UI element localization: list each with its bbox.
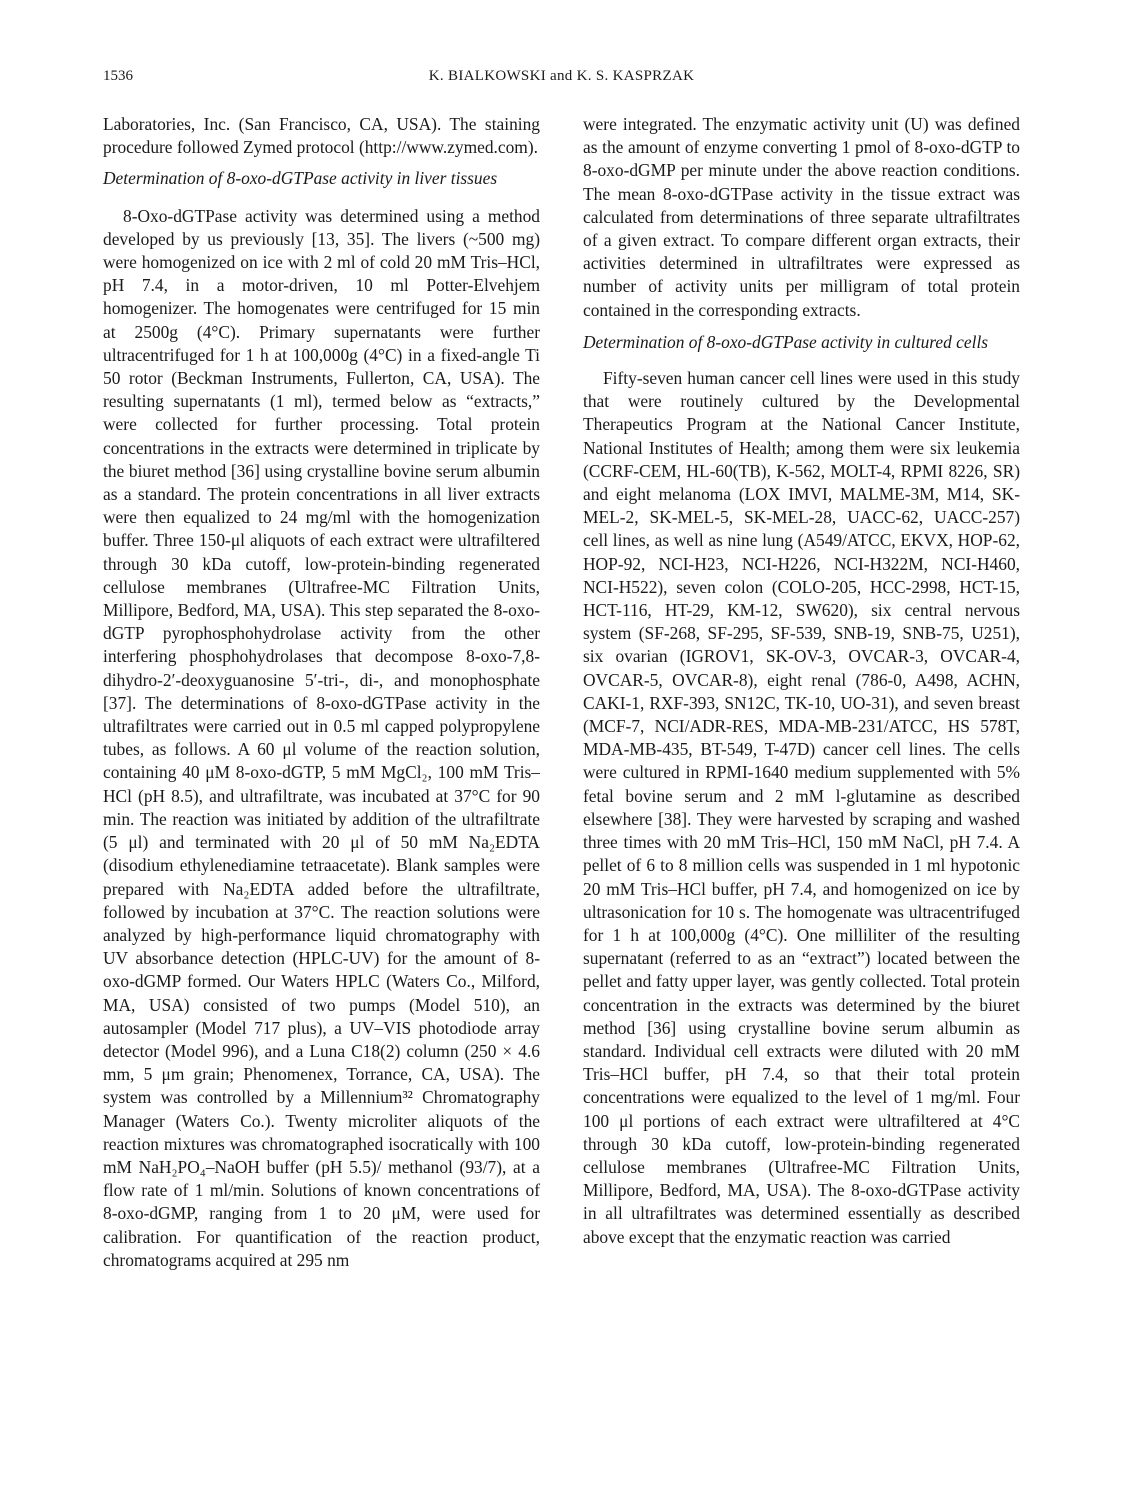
left-continuation-paragraph: Laboratories, Inc. (San Francisco, CA, USA). The staining procedure followed Zymed protocol (http://www.zymed.com).	[103, 114, 540, 158]
page-number: 1536	[103, 68, 133, 84]
section-heading-liver: Determination of 8-oxo-dGTPase activity in liver tissues	[103, 168, 498, 189]
section-heading-cultured-cells: Determination of 8-oxo-dGTPase activity in cultured cells	[583, 331, 989, 352]
page-header	[103, 68, 1020, 92]
running-head: K. BIALKOWSKI and K. S. KASPRZAK	[428, 68, 695, 84]
right-continuation-paragraph: were integrated. The enzymatic activity unit (U) was defined as the amount of enzyme converting 1 pmol of 8-oxo-dGTP to 8-oxo-dGMP per minute under the above reaction conditions. The mean 8-oxo-dGTPase activity in the tissue extract was calculated from determinations of three separate ultrafiltrates of a given extract. To compare different organ extracts, their activities determined in ultrafiltrates were expressed as number of activity units per milligram of total protein contained in the corresponding extracts.	[583, 114, 1020, 320]
liver-method-paragraph: 8-Oxo-dGTPase activity was determined using a method developed by us previously [13, 35]. The livers (~500 mg) were homogenized on ice with 2 ml of cold 20 mM Tris–HCl, pH 7.4, in a motor-driven, 10 ml Potter-Elvehjem homogenizer. The homogenates were centrifuged for 15 min at 2500g (4°C). Primary supernatants were further ultracentrifuged for 1 h at 100,000g (4°C) in a fixed-angle Ti 50 rotor (Beckman Instruments, Fullerton, CA, USA). The resulting supernatants (1 ml), termed below as “extracts,” were collected for further processing. Total protein concentrations in the extracts were determined in triplicate by the biuret method [36] using crystalline bovine serum albumin as a standard. The protein concentrations in all liver extracts were then equalized to 24 mg/ml with the homogenization buffer. Three 150-μl aliquots of each extract were ultrafiltered through 30 kDa cutoff, low-protein-binding regenerated cellulose membranes (Ultrafree-MC Filtration Units, Millipore, Bedford, MA, USA). This step separated the 8-oxo-dGTP pyrophosphohydrolase activity from the other interfering phosphohydrolases that decompose 8-oxo-7,8-dihydro-2′-deoxyguanosine 5′-tri-, di-, and monophosphate [37]. The determinations of 8-oxo-dGTPase activity in the ultrafiltrates were carried out in 0.5 ml capped polypropylene tubes, as follows. A 60 μl volume of the reaction solution, containing 40 μM 8-oxo-dGTP, 5 mM MgCl₂, 100 mM Tris–HCl (pH 8.5), and ultrafiltrate, was incubated at 37°C for 90 min. The reaction was initiated by addition of the ultrafiltrate (5 μl) and terminated with 20 μl of 50 mM Na₂EDTA (disodium ethylenediamine tetraacetate). Blank samples were prepared with Na₂EDTA added before the ultrafiltrate, followed by incubation at 37°C. The reaction solutions were analyzed by high-performance liquid chromatography with UV absorbance detection (HPLC-UV) for the amount of 8-oxo-dGMP formed. Our Waters HPLC (Waters Co., Milford, MA, USA) consisted of two pumps (Model 510), an autosampler (Model 717 plus), a UV–VIS photodiode array detector (Model 996), and a Luna C18(2) column (250 × 4.6 mm, 5 μm grain; Phenomenex, Torrance, CA, USA). The system was controlled by a Millennium³² Chromatography Manager (Waters Co.). Twenty microliter aliquots of the reaction mixtures was chromatographed isocratically with 100 mM NaH₂PO₄–NaOH buffer (pH 5.5)/ methanol (93/7), at a flow rate of 1 ml/min. Solutions of known concentrations of 8-oxo-dGMP, ranging from 1 to 20 μM, were used for calibration. For quantification of the reaction product, chromatograms acquired at 295 nm	[103, 205, 540, 1270]
cultured-cells-paragraph: Fifty-seven human cancer cell lines were used in this study that were routinely cultured by the Developmental Therapeutics Program at the National Cancer Institute, National Institutes of Health; among them were six leukemia (CCRF-CEM, HL-60(TB), K-562, MOLT-4, RPMI 8226, SR) and eight melanoma (LOX IMVI, MALME-3M, M14, SK-MEL-2, SK-MEL-5, SK-MEL-28, UACC-62, UACC-257) cell lines, as well as nine lung (A549/ATCC, EKVX, HOP-62, HOP-92, NCI-H23, NCI-H226, NCI-H322M, NCI-H460, NCI-H522), seven colon (COLO-205, HCC-2998, HCT-15, HCT-116, HT-29, KM-12, SW620), six central nervous system (SF-268, SF-295, SF-539, SNB-19, SNB-75, U251), six ovarian (IGROV1, SK-OV-3, OVCAR-3, OVCAR-4, OVCAR-5, OVCAR-8), eight renal (786-0, A498, ACHN, CAKI-1, RXF-393, SN12C, TK-10, UO-31), and seven breast (MCF-7, NCI/ADR-RES, MDA-MB-231/ATCC, HS 578T, MDA-MB-435, BT-549, T-47D) cancer cell lines. The cells were cultured in RPMI-1640 medium supplemented with 5% fetal bovine serum and 2 mM l-glutamine as described elsewhere [38]. They were harvested by scraping and washed three times with 20 mM Tris–HCl, 150 mM NaCl, pH 7.4. A pellet of 6 to 8 million cells was suspended in 1 ml hypotonic 20 mM Tris–HCl buffer, pH 7.4, and homogenized on ice by ultrasonication for 10 s. The homogenate was ultracentrifuged for 1 h at 100,000g (4°C). One milliliter of the resulting supernatant (referred to as an “extract”) located between the pellet and fatty upper layer, was gently collected. Total protein concentration in the extracts was determined by the biuret method [36] using crystalline bovine serum albumin as standard. Individual cell extracts were diluted with 20 mM Tris–HCl buffer, pH 7.4, so that their total protein concentrations were equalized to the level of 1 mg/ml. Four 100 μl portions of each extract were ultrafiltered at 4°C through 30 kDa cutoff, low-protein-binding regenerated cellulose membranes (Ultrafree-MC Filtration Units, Millipore, Bedford, MA, USA). The 8-oxo-dGTPase activity in all ultrafiltrates was determined essentially as described above except that the enzymatic reaction was carried	[583, 368, 1020, 1247]
right-column	[583, 113, 1020, 1249]
left-column	[103, 113, 540, 1272]
